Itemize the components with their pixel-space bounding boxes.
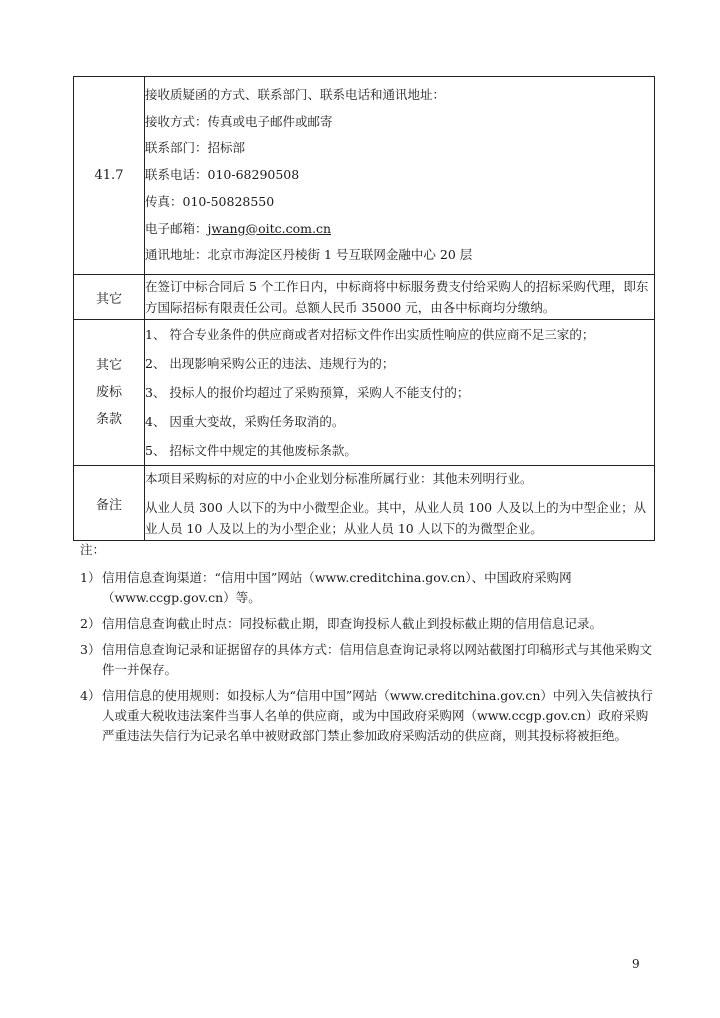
- note-item: [80, 640, 660, 680]
- note-text: 信用信息查询记录和证据留存的具体方式：信用信息查询记录将以网站截图打印稿形式与其他采购文件一并保存。: [102, 642, 653, 677]
- note-item: [80, 614, 660, 634]
- email-link[interactable]: jwang@oitc.com.cn: [207, 220, 332, 236]
- notes-title: 注：: [80, 542, 106, 557]
- note-text: 信用信息查询截止时点：同投标截止期，即查询投标人截止到投标截止期的信用信息记录。: [102, 616, 603, 631]
- notes-section: [80, 540, 660, 752]
- address-line: 通讯地址：北京市海淀区丹棱街 1 号互联网金融中心 20 层: [145, 247, 473, 263]
- note-text: 信用信息的使用规则：如投标人为“信用中国”网站（www.creditchina.gov.cn）中列入失信被执行人或重大税收违法案件当事人名单的供应商，或为中国政府采购网（www.ccgp.gov.cn）政府采购严重违法失信行为记录名单中被财政部门禁止参加政府采购活动的供应商，则其投标将被拒绝。: [102, 688, 653, 743]
- email-line: [145, 216, 654, 243]
- clause-number: 41.7: [74, 77, 145, 275]
- void-label-line: 废标: [95, 385, 122, 400]
- void-item: 1、 符合专业条件的供应商或者对招标文件作出实质性响应的供应商不足三家的；: [145, 327, 595, 342]
- note-text: 信用信息查询渠道：“信用中国”网站（www.creditchina.gov.cn）、中国政府采购网（www.ccgp.gov.cn）等。: [102, 570, 572, 605]
- table-row: [74, 77, 655, 275]
- table-row: [74, 320, 655, 466]
- contact-line: 传真：010-50828550: [145, 193, 275, 209]
- note-number: 3）: [80, 642, 101, 657]
- void-item: 3、 投标人的报价均超过了采购预算，采购人不能支付的；: [145, 385, 470, 400]
- table-row: [74, 466, 655, 541]
- void-clause-label: [74, 320, 145, 466]
- terms-table: [73, 76, 655, 541]
- void-item: 4、 因重大变故，采购任务取消的。: [145, 414, 345, 429]
- note-number: 4）: [80, 688, 101, 703]
- note-number: 1）: [80, 570, 101, 585]
- remark-line: 从业人员 300 人以下的为中小微型企业。其中，从业人员 100 人及以上的为中型企业；从业人员 10 人及以上的为小型企业；从业人员 10 人以下的为微型企业。: [145, 499, 647, 536]
- page-number: 9: [632, 957, 640, 971]
- table-row: [74, 275, 655, 320]
- note-item: [80, 686, 660, 746]
- email-label: 电子邮箱：: [145, 220, 208, 236]
- void-label-line: 其它: [95, 358, 122, 373]
- other-label: 其它: [74, 275, 145, 320]
- remark-label: 备注: [74, 466, 145, 541]
- remark-line: 本项目采购标的对应的中小企业划分标准所属行业：其他未列明行业。: [145, 470, 533, 486]
- note-number: 2）: [80, 616, 101, 631]
- contact-line: 联系部门：招标部: [145, 140, 246, 156]
- contact-cell: [145, 77, 655, 275]
- other-text: 在签订中标合同后 5 个工作日内，中标商将中标服务费支付给采购人的招标采购代理，即东方国际招标有限责任公司。总额人民币 35000 元，由各中标商均分缴纳。: [145, 275, 655, 320]
- void-clause-list: [145, 320, 655, 466]
- contact-line: 接收方式：传真或电子邮件或邮寄: [145, 113, 333, 129]
- contact-line: 联系电话：010-68290508: [145, 167, 300, 183]
- note-item: [80, 568, 660, 608]
- void-label-line: 条款: [95, 412, 122, 427]
- void-item: 2、 出现影响采购公正的违法、违规行为的；: [145, 356, 395, 371]
- remark-cell: [145, 466, 655, 541]
- void-item: 5、 招标文件中规定的其他废标条款。: [145, 443, 357, 458]
- contact-line: 接收质疑函的方式、联系部门、联系电话和通讯地址：: [145, 86, 446, 102]
